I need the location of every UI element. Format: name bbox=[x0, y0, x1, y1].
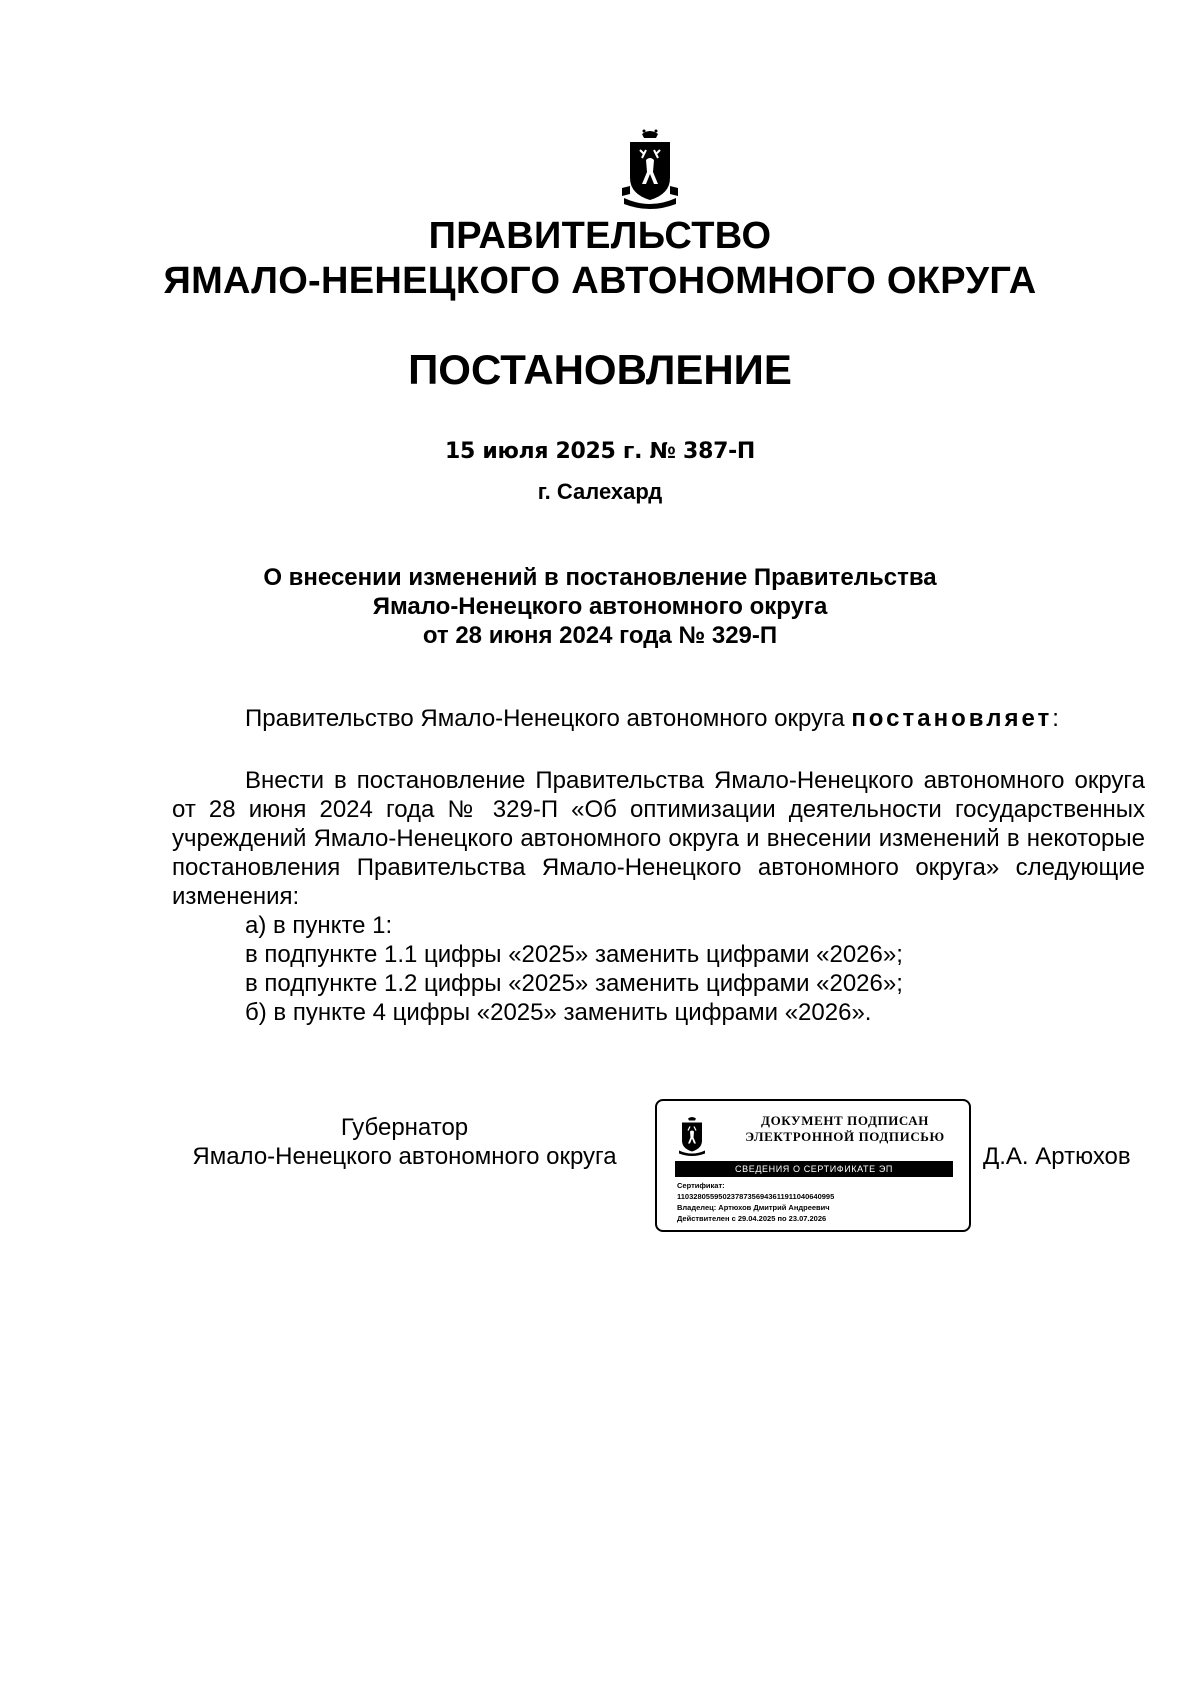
subject-line: Ямало-Ненецкого автономного округа bbox=[372, 593, 828, 620]
list-item: в подпункте 1.2 цифры «2025» заменить цифрами «2026»; bbox=[245, 970, 903, 997]
resolves-word: постановляет bbox=[851, 705, 1053, 732]
document-type: ПОСТАНОВЛЕНИЕ bbox=[408, 346, 792, 393]
subject-line: О внесении изменений в постановление Правительства bbox=[263, 564, 937, 591]
stamp-certificate-bar: СВЕДЕНИЯ О СЕРТИФИКАТЕ ЭП bbox=[675, 1161, 953, 1177]
city: г. Салехард bbox=[537, 479, 663, 504]
coat-of-arms-icon bbox=[620, 128, 680, 210]
list-item: в подпункте 1.1 цифры «2025» заменить цифрами «2026»; bbox=[245, 941, 903, 968]
stamp-cert-number: 11032805595023787356943611911040640995 bbox=[677, 1192, 835, 1201]
government-title: ПРАВИТЕЛЬСТВО bbox=[428, 215, 772, 257]
stamp-cert-label: Сертификат: bbox=[677, 1181, 725, 1190]
stamp-owner: Владелец: Артюхов Дмитрий Андреевич bbox=[677, 1203, 830, 1212]
signer-position: Губернатор bbox=[340, 1114, 469, 1141]
stamp-title: ДОКУМЕНТ ПОДПИСАН bbox=[761, 1113, 929, 1128]
list-item: а) в пункте 1: bbox=[245, 912, 393, 939]
subject-line: от 28 июня 2024 года № 329-П bbox=[422, 622, 778, 649]
government-region: ЯМАЛО-НЕНЕЦКОГО АВТОНОМНОГО ОКРУГА bbox=[163, 260, 1037, 302]
coat-of-arms-icon bbox=[677, 1114, 707, 1158]
signer-region: Ямало-Ненецкого автономного округа bbox=[192, 1143, 617, 1170]
signer-name: Д.А. Артюхов bbox=[983, 1143, 1131, 1170]
resolves-prefix: Правительство Ямало-Ненецкого автономного округа bbox=[245, 705, 852, 732]
main-paragraph: Внести в постановление Правительства Ямало-Ненецкого автономного округа от 28 июня 2024 года № 329-П «Об оптимизации деятельности государственных учреждений Ямало-Ненецкого автономного округа и внесении изменений в некоторые постановления Правительства Ямало-Ненецкого автономного округа» следующие изменения: bbox=[172, 767, 1145, 910]
stamp-validity: Действителен с 29.04.2025 по 23.07.2026 bbox=[677, 1214, 827, 1223]
electronic-signature-stamp bbox=[655, 1099, 971, 1232]
resolves-suffix: : bbox=[1052, 705, 1059, 732]
date-number: 15 июля 2025 г. № 387-П bbox=[444, 439, 756, 464]
resolves-paragraph bbox=[172, 704, 1145, 733]
list-item: б) в пункте 4 цифры «2025» заменить цифрами «2026». bbox=[245, 999, 872, 1026]
stamp-title: ЭЛЕКТРОННОЙ ПОДПИСЬЮ bbox=[745, 1129, 945, 1144]
